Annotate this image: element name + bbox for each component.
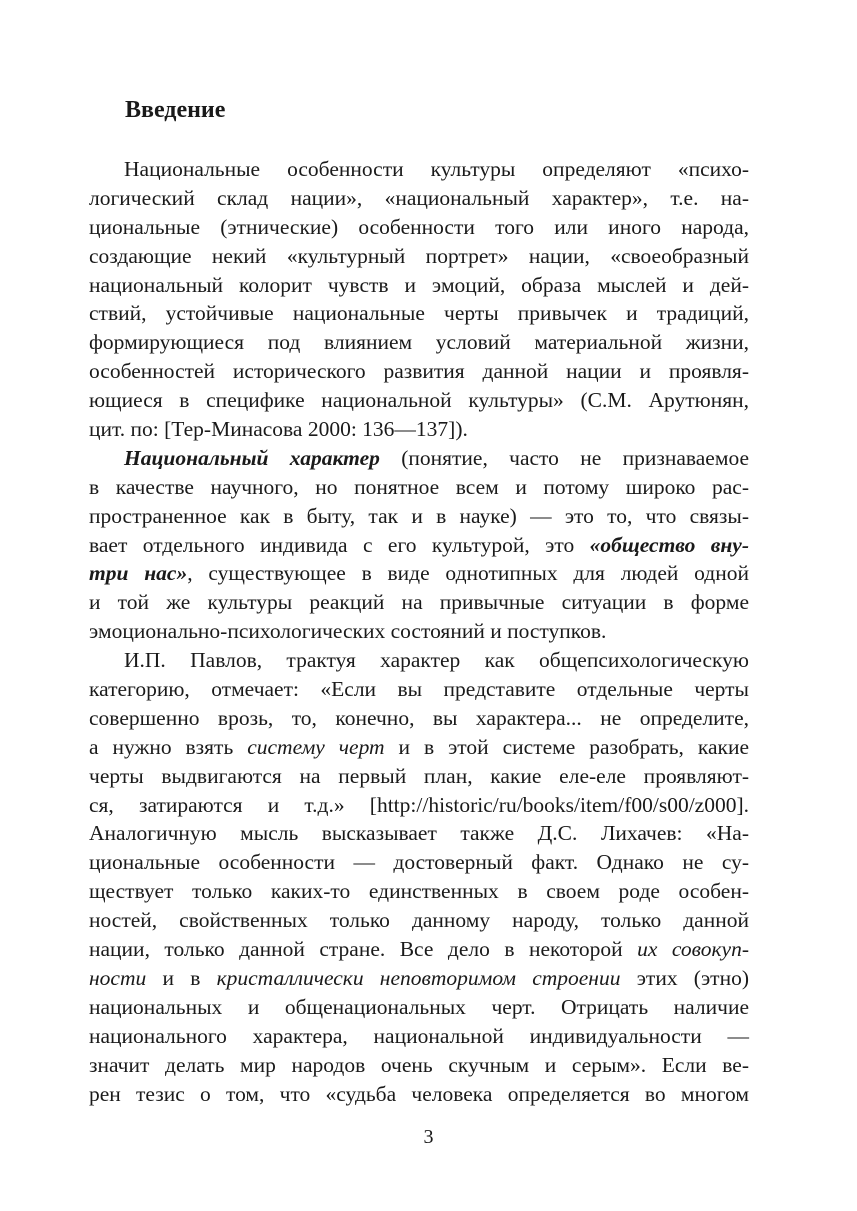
text-line [89, 993, 749, 1022]
italic-term: ности [89, 965, 147, 990]
italic-term: их совокуп- [637, 937, 749, 962]
paragraph [89, 155, 749, 444]
text-run: категорию, отмечает: «Если вы представите отдельные черты [89, 677, 749, 702]
text-run: ся, затираются и т.д.» [http://historic/ru/books/item/f00/s00/z000]. [89, 792, 749, 817]
text-run: логический склад нации», «национальный характер», т.е. на- [89, 185, 749, 210]
text-line [89, 675, 749, 704]
text-line [89, 964, 749, 993]
text-line [89, 588, 749, 617]
text-run: этих (этно) [620, 965, 749, 990]
text-run: особенностей исторического развития данной нации и проявля- [89, 359, 749, 384]
text-line [89, 299, 749, 328]
text-line [89, 906, 749, 935]
text-run: в качестве научного, но понятное всем и потому широко рас- [89, 474, 749, 499]
text-run: эмоционально-психологических состояний и поступков. [89, 619, 607, 644]
text-run: ствий, устойчивые национальные черты привычек и традиций, [89, 301, 749, 326]
text-line [89, 617, 749, 646]
text-run: циональные (этнические) особенности того или иного народа, [89, 214, 749, 239]
text-line [89, 271, 749, 300]
text-run: и в [146, 965, 217, 990]
page-number: 3 [423, 1126, 434, 1148]
bold-italic-term: три нас» [89, 561, 188, 586]
text-line [89, 242, 749, 271]
text-line [89, 386, 749, 415]
text-line [89, 155, 749, 184]
text-line [89, 328, 749, 357]
paragraph [89, 444, 749, 646]
text-run: и той же культуры реакций на привычные ситуации в форме [89, 590, 749, 615]
text-run: и в этой системе разобрать, какие [384, 734, 749, 759]
section-heading: Введение [125, 97, 226, 123]
text-run: национального характера, национальной индивидуальности — [89, 1023, 749, 1048]
text-line [89, 1080, 749, 1109]
text-line [89, 184, 749, 213]
text-run: совершенно врозь, то, конечно, вы характера... не определите, [89, 705, 749, 730]
text-line [89, 1022, 749, 1051]
text-run: национальный колорит чувств и эмоций, образа мыслей и дей- [89, 272, 749, 297]
text-run: (понятие, часто не признаваемое [379, 445, 749, 470]
text-run: циональные особенности — достоверный факт. Однако не су- [89, 850, 749, 875]
text-line [89, 762, 749, 791]
text-run: ностей, свойственных только данному народу, только данной [89, 908, 749, 933]
body-text [89, 155, 749, 1108]
text-line [89, 877, 749, 906]
italic-term: систему черт [247, 734, 385, 759]
bold-italic-term: «общество вну- [589, 532, 749, 557]
text-line [89, 473, 749, 502]
text-run: нации, только данной стране. Все дело в некоторой [89, 937, 638, 962]
text-run: черты выдвигаются на первый план, какие еле-еле проявляют- [89, 763, 749, 788]
text-run: рен тезис о том, что «судьба человека определяется во многом [89, 1081, 749, 1106]
text-line [89, 646, 749, 675]
text-line [89, 213, 749, 242]
text-run: создающие некий «культурный портрет» нации, «своеобразный [89, 243, 749, 268]
text-line [89, 1051, 749, 1080]
bold-italic-term: Национальный характер [124, 445, 380, 470]
text-line [89, 531, 749, 560]
text-line [89, 357, 749, 386]
text-run: ществует только каких-то единственных в своем роде особен- [89, 879, 749, 904]
text-line [89, 704, 749, 733]
text-run: формирующиеся под влиянием условий материальной жизни, [89, 330, 749, 355]
text-run: пространенное как в быту, так и в науке) — это то, что связы- [89, 503, 749, 528]
text-line [89, 819, 749, 848]
text-run: вает отдельного индивида с его культурой, это [89, 532, 590, 557]
text-run: Национальные особенности культуры определяют «психо- [124, 157, 749, 181]
text-line [89, 733, 749, 762]
text-run: ющиеся в специфике национальной культуры» (С.М. Арутюнян, [89, 388, 749, 413]
text-line [89, 502, 749, 531]
text-run: национальных и общенациональных черт. Отрицать наличие [89, 994, 749, 1019]
italic-term: кристаллически неповторимом строении [216, 965, 621, 990]
text-line [89, 791, 749, 820]
text-run: Аналогичную мысль высказывает также Д.С. Лихачев: «На- [89, 821, 749, 846]
text-line [89, 444, 749, 473]
text-run: цит. по: [Тер-Минасова 2000: 136—137]). [89, 417, 468, 442]
text-run: значит делать мир народов очень скучным и серым». Если ве- [89, 1052, 749, 1077]
text-line [89, 935, 749, 964]
paragraph [89, 646, 749, 1108]
text-run: , существующее в виде однотипных для людей одной [187, 561, 750, 586]
text-run: а нужно взять [89, 734, 248, 759]
text-line [89, 415, 749, 444]
text-line [89, 559, 749, 588]
text-run: И.П. Павлов, трактуя характер как общепсихологическую [124, 648, 749, 673]
text-line [89, 848, 749, 877]
